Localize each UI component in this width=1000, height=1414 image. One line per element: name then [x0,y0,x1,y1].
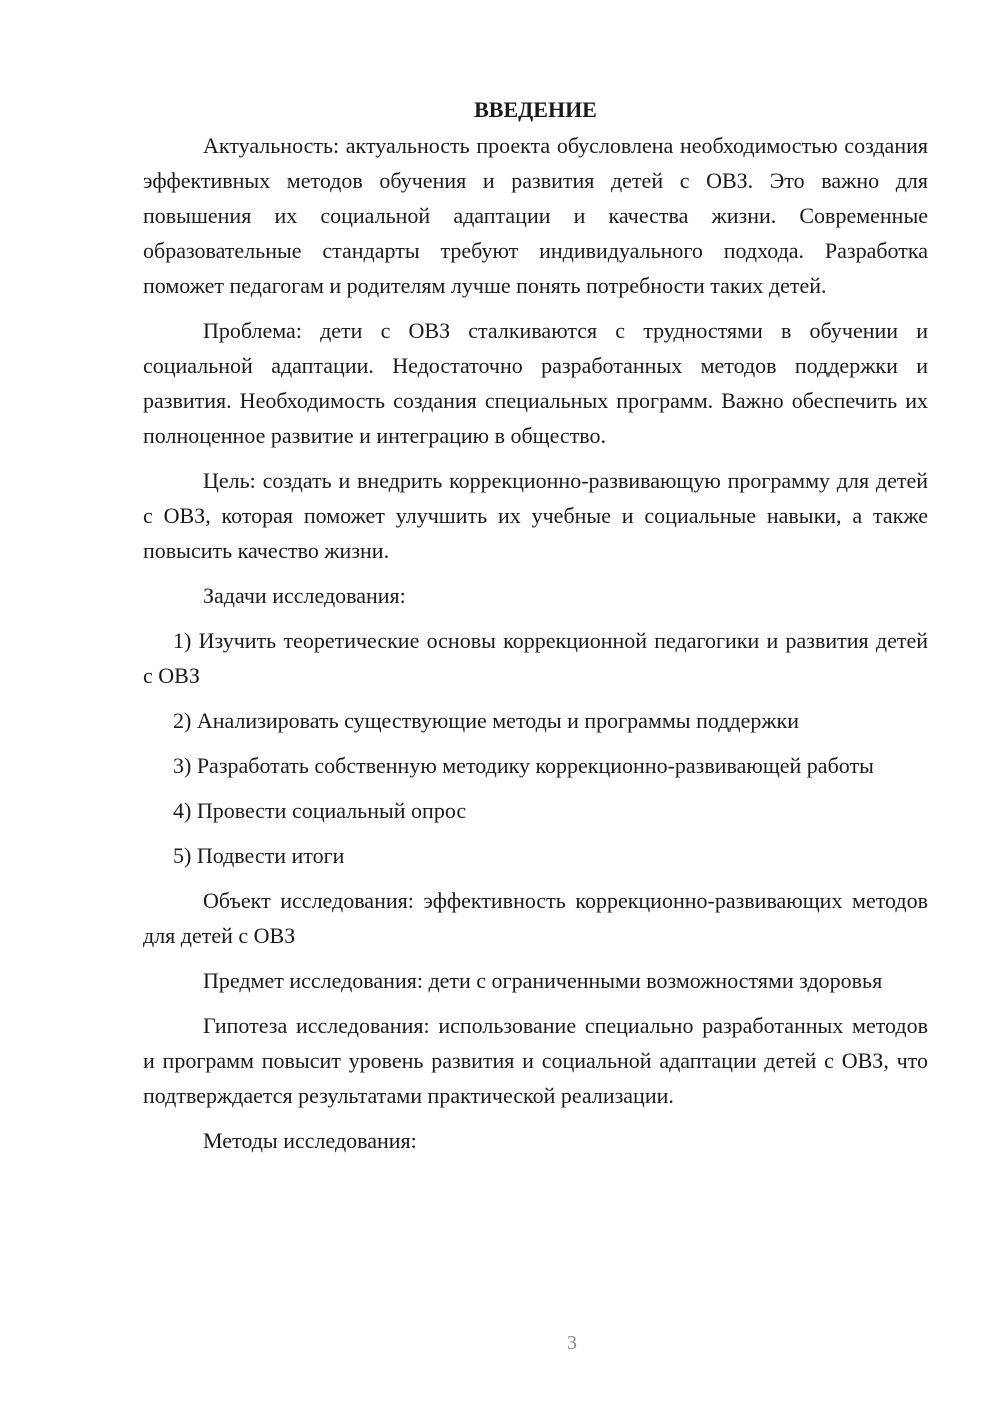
task-item-3: 3) Разработать собственную методику коррекционно-развивающей работы [173,753,874,778]
paragraph-goal: Цель: создать и внедрить коррекционно-развивающую программу для детей с ОВЗ, которая поможет улучшить их учебные и социальные навыки, а также повысить качество жизни. [143,468,928,563]
paragraph-tasks-heading: Задачи исследования: [203,583,406,608]
section-title: ВВЕДЕНИЕ [474,97,597,122]
page-number: 3 [567,1332,577,1354]
paragraph-subject: Предмет исследования: дети с ограниченными возможностями здоровья [203,968,883,993]
paragraph-object: Объект исследования: эффективность коррекционно-развивающих методов для детей с ОВЗ [143,888,928,948]
paragraph-problem: Проблема: дети с ОВЗ сталкиваются с трудностями в обучении и социальной адаптации. Недостаточно разработанных методов поддержки и развития. Необходимость создания специальных программ. Важно обеспечить их полноценное развитие и интеграцию в общество. [143,318,928,448]
paragraph-relevance: Актуальность: актуальность проекта обусловлена необходимостью создания эффективных методов обучения и развития детей с ОВЗ. Это важно для повышения их социальной адаптации и качества жизни. Современные образовательные стандарты требуют индивидуального подхода. Разработка поможет педагогам и родителям лучше понять потребности таких детей. [143,133,928,298]
paragraph-hypothesis: Гипотеза исследования: использование специально разработанных методов и программ повысит уровень развития и социальной адаптации детей с ОВЗ, что подтверждается результатами практической реализации. [143,1013,928,1108]
task-item-1: 1) Изучить теоретические основы коррекционной педагогики и развития детей с ОВЗ [143,628,928,688]
task-item-5: 5) Подвести итоги [173,843,345,868]
paragraph-methods-heading: Методы исследования: [203,1128,417,1153]
task-item-4: 4) Провести социальный опрос [173,798,467,823]
document-page [143,92,928,1168]
task-item-2: 2) Анализировать существующие методы и программы поддержки [173,708,800,733]
